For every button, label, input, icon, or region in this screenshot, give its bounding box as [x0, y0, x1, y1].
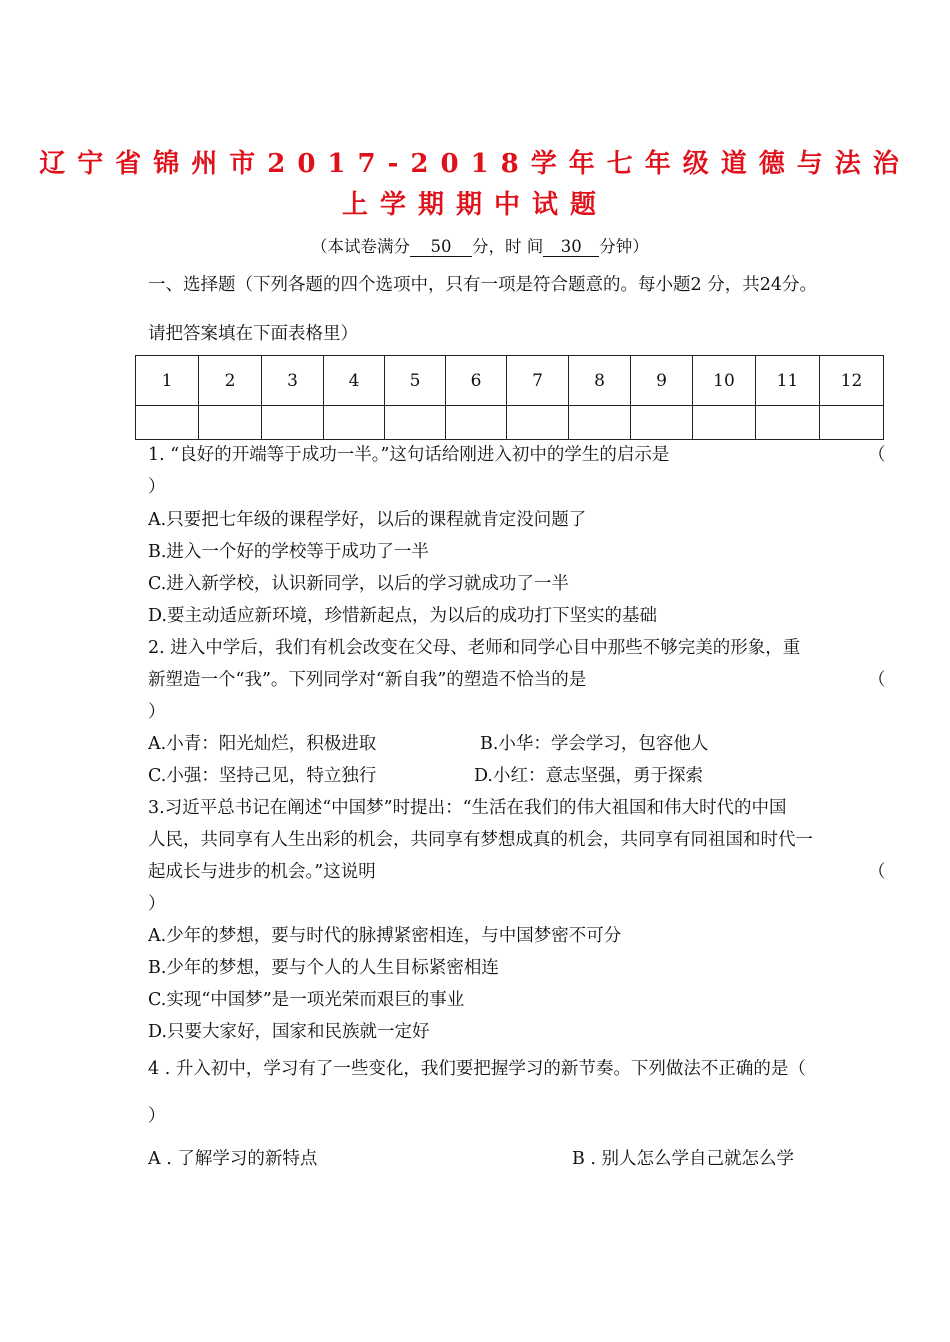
- q3-paren-close: ）: [148, 894, 166, 914]
- exam-title-line1: 辽宁省锦州市2017-2018学年七年级道德与法治: [39, 149, 911, 179]
- answer-cell[interactable]: [631, 406, 693, 440]
- exam-info-suffix: 分钟）: [599, 237, 649, 256]
- q2-option-b: B.小华：学会学习，包容他人: [480, 734, 709, 754]
- q4-option-a: A . 了解学习的新特点: [148, 1149, 318, 1169]
- q1-option-d: D.要主动适应新环境，珍惜新起点，为以后的成功打下坚实的基础: [148, 606, 657, 626]
- q3-stem-line2: 人民，共同享有人生出彩的机会，共同享有梦想成真的机会，共同享有同祖国和时代一: [148, 830, 813, 850]
- answer-cell[interactable]: [262, 406, 324, 440]
- exam-info-prefix: （本试卷满分: [311, 237, 410, 256]
- q4-option-b: B . 别人怎么学自己就怎么学: [572, 1149, 795, 1169]
- q3-option-c: C.实现“中国梦”是一项光荣而艰巨的事业: [148, 990, 465, 1010]
- answer-cell[interactable]: [385, 406, 446, 440]
- answer-cell[interactable]: [569, 406, 631, 440]
- answer-table-header: 12: [820, 356, 884, 406]
- answer-table-header: 4: [324, 356, 385, 406]
- exam-time: 30: [543, 238, 599, 257]
- answer-cell[interactable]: [446, 406, 507, 440]
- exam-info: [311, 233, 649, 257]
- exam-score: 50: [410, 238, 472, 257]
- answer-table-header: 3: [262, 356, 324, 406]
- q4-stem: 4 . 升入初中，学习有了一些变化，我们要把握学习的新节奏。下列做法不正确的是（: [148, 1059, 806, 1079]
- answer-table-header-row: [136, 356, 884, 406]
- q4-paren-close: ）: [148, 1106, 166, 1126]
- q1-paren-close: ）: [148, 477, 166, 497]
- q2-paren-close: ）: [148, 702, 166, 722]
- exam-info-mid: 分，时 间: [472, 237, 544, 256]
- q3-option-b: B.少年的梦想，要与个人的人生目标紧密相连: [148, 958, 499, 978]
- q1-option-c: C.进入新学校，认识新同学，以后的学习就成功了一半: [148, 574, 569, 594]
- answer-table-header: 5: [385, 356, 446, 406]
- answer-table: [135, 355, 884, 440]
- q3-paren-open: （: [868, 862, 886, 882]
- q2-stem-line1: 2. 进入中学后，我们有机会改变在父母、老师和同学心目中那些不够完美的形象，重: [148, 638, 801, 658]
- answer-table-header: 2: [199, 356, 262, 406]
- q2-option-d: D.小红：意志坚强，勇于探索: [474, 766, 703, 786]
- answer-cell[interactable]: [199, 406, 262, 440]
- q3-stem-line1: 3.习近平总书记在阐述“中国梦”时提出：“生活在我们的伟大祖国和伟大时代的中国: [148, 798, 787, 818]
- q2-stem-line2: 新塑造一个“我”。下列同学对“新自我”的塑造不恰当的是: [148, 670, 587, 690]
- q3-option-d: D.只要大家好，国家和民族就一定好: [148, 1022, 430, 1042]
- q1-stem: 1. “良好的开端等于成功一半。”这句话给刚进入初中的学生的启示是: [148, 445, 670, 465]
- answer-table-header: 11: [756, 356, 820, 406]
- q1-option-b: B.进入一个好的学校等于成功了一半: [148, 542, 429, 562]
- section1-instruction-cont: 请把答案填在下面表格里）: [148, 324, 358, 344]
- answer-table-header: 7: [507, 356, 569, 406]
- answer-table-header: 6: [446, 356, 507, 406]
- answer-table-answer-row: [136, 406, 884, 440]
- q2-option-c: C.小强：坚持己见，特立独行: [148, 766, 377, 786]
- answer-cell[interactable]: [136, 406, 199, 440]
- section1-instruction: 一、选择题（下列各题的四个选项中，只有一项是符合题意的。每小题2 分，共24分。: [148, 275, 817, 295]
- answer-table-header: 8: [569, 356, 631, 406]
- answer-table-header: 9: [631, 356, 693, 406]
- answer-cell[interactable]: [756, 406, 820, 440]
- exam-title-line2: 上学期期中试题: [341, 190, 608, 220]
- q1-paren-open: （: [868, 445, 886, 465]
- q2-option-a: A.小青：阳光灿烂，积极进取: [148, 734, 377, 754]
- answer-table-header: 10: [693, 356, 756, 406]
- answer-cell[interactable]: [820, 406, 884, 440]
- q2-paren-open: （: [868, 670, 886, 690]
- answer-table-header: 1: [136, 356, 199, 406]
- answer-cell[interactable]: [693, 406, 756, 440]
- q3-stem-line3: 起成长与进步的机会。”这说明: [148, 862, 376, 882]
- answer-cell[interactable]: [507, 406, 569, 440]
- q1-option-a: A.只要把七年级的课程学好，以后的课程就肯定没问题了: [148, 510, 587, 530]
- q3-option-a: A.少年的梦想，要与时代的脉搏紧密相连，与中国梦密不可分: [148, 926, 622, 946]
- answer-cell[interactable]: [324, 406, 385, 440]
